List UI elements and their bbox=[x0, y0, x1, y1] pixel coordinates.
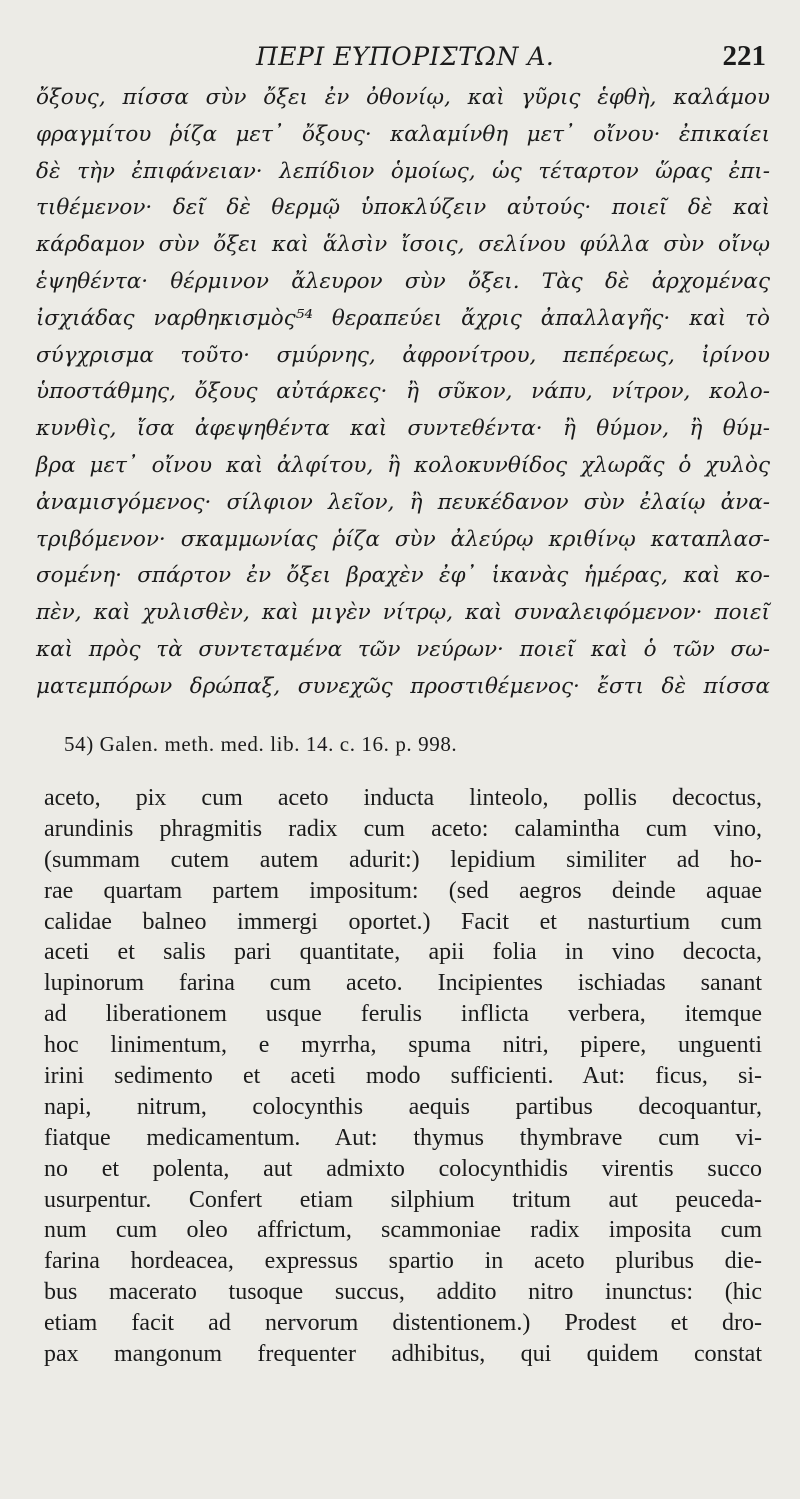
greek-line: τριβόμενον· σκαμμωνίας ῥίζα σὺν ἀλεύρῳ κριθίνῳ καταπλασ- bbox=[36, 526, 770, 552]
greek-line: τιθέμενον· δεῖ δὲ θερμῷ ὑποκλύζειν αὐτούς· ποιεῖ δὲ καὶ bbox=[36, 195, 770, 221]
greek-line: σομένη· σπάρτον ἐν ὄξει βραχὲν ἐφ᾽ ἱκανὰς ἡμέρας, καὶ κο- bbox=[36, 563, 770, 589]
latin-line: lupinorum farina cum aceto. Incipientes ischiadas sanant bbox=[44, 970, 762, 997]
greek-line: ἑψηθέντα· θέρμινον ἄλευρον σὺν ὄξει. Τὰς δὲ ἀρχομένας bbox=[36, 268, 770, 294]
latin-text-block bbox=[44, 783, 762, 1370]
greek-line: φραγμίτου ῥίζα μετ᾽ ὄξους· καλαμίνθη μετ᾽ οἴνου· ἐπικαίει bbox=[36, 121, 770, 147]
greek-line: πὲν, καὶ χυλισθὲν, καὶ μιγὲν νίτρῳ, καὶ συναλειφόμενον· ποιεῖ bbox=[36, 600, 770, 626]
latin-line: usurpentur. Confert etiam silphium tritum aut peuceda- bbox=[44, 1186, 762, 1213]
footnote: 54) Galen. meth. med. lib. 14. c. 16. p. 998. bbox=[64, 732, 458, 756]
latin-line: irini sedimento et aceti modo sufficienti. Aut: ficus, si- bbox=[44, 1063, 762, 1090]
latin-line: napi, nitrum, colocynthis aequis partibus decoquantur, bbox=[44, 1093, 762, 1120]
greek-line: ἰσχιάδας ναρθηκισμὸς⁵⁴ θεραπεύει ἄχρις ἀπαλλαγῆς· καὶ τὸ bbox=[36, 305, 770, 331]
latin-line: bus macerato tusoque succus, addito nitro inunctus: (hic bbox=[44, 1279, 762, 1306]
greek-line: καὶ πρὸς τὰ συντεταμένα τῶν νεύρων· ποιεῖ καὶ ὁ τῶν σω- bbox=[36, 636, 770, 662]
greek-line: ὑποστάθμης, ὄξους αὐτάρκες· ἢ σῦκον, νάπυ, νίτρον, κολο- bbox=[36, 379, 770, 405]
latin-line: ad liberationem usque ferulis inflicta verbera, itemque bbox=[44, 1001, 762, 1028]
latin-line: etiam facit ad nervorum distentionem.) Prodest et dro- bbox=[44, 1310, 762, 1337]
latin-line: calidae balneo immergi oportet.) Facit et nasturtium cum bbox=[44, 908, 762, 935]
latin-line: aceti et salis pari quantitate, apii folia in vino decocta, bbox=[44, 939, 762, 966]
running-title: ΠΕΡΙ ΕΥΠΟΡΙΣΤΩΝ Α. bbox=[256, 42, 555, 71]
greek-line: σύγχρισμα τοῦτο· σμύρνης, ἀφρονίτρου, πεπέρεως, ἰρίνου bbox=[36, 342, 770, 368]
latin-line: (summam cutem autem adurit:) lepidium similiter ad ho- bbox=[44, 846, 762, 873]
greek-line: ἀναμισγόμενος· σίλφιον λεῖον, ἢ πευκέδανον σὺν ἐλαίῳ ἀνα- bbox=[36, 489, 770, 515]
greek-line: ματεμπόρων δρώπαξ, συνεχῶς προστιθέμενος· ἔστι δὲ πίσσα bbox=[36, 673, 770, 699]
latin-line: arundinis phragmitis radix cum aceto: calamintha cum vino, bbox=[44, 815, 762, 842]
latin-line: no et polenta, aut admixto colocynthidis virentis succo bbox=[44, 1155, 762, 1182]
greek-line: κάρδαμον σὺν ὄξει καὶ ἅλσὶν ἴσοις, σελίνου φύλλα σὺν οἴνῳ bbox=[36, 232, 770, 258]
page-number: 221 bbox=[722, 40, 766, 72]
latin-line: fiatque medicamentum. Aut: thymus thymbrave cum vi- bbox=[44, 1124, 762, 1151]
greek-line: κυνθὶς, ἴσα ἀφεψηθέντα καὶ συντεθέντα· ἢ θύμον, ἢ θύμ- bbox=[36, 416, 770, 442]
page-header bbox=[0, 40, 800, 84]
latin-line: hoc linimentum, e myrrha, spuma nitri, pipere, unguenti bbox=[44, 1032, 762, 1059]
latin-line: num cum oleo affrictum, scammoniae radix imposita cum bbox=[44, 1217, 762, 1244]
greek-line: δὲ τὴν ἐπιφάνειαν· λεπίδιον ὁμοίως, ὡς τέταρτον ὥρας ἐπι- bbox=[36, 158, 770, 184]
latin-line: aceto, pix cum aceto inducta linteolo, pollis decoctus, bbox=[44, 785, 762, 811]
greek-text-block bbox=[36, 80, 770, 706]
latin-line: farina hordeacea, expressus spartio in aceto pluribus die- bbox=[44, 1248, 762, 1275]
greek-line: ὄξους, πίσσα σὺν ὄξει ἐν ὀθονίῳ, καὶ γῦρις ἑφθὴ, καλάμου bbox=[36, 85, 770, 110]
latin-line: rae quartam partem impositum: (sed aegros deinde aquae bbox=[44, 877, 762, 904]
greek-line: βρα μετ᾽ οἴνου καὶ ἀλφίτου, ἢ κολοκυνθίδος χλωρᾶς ὁ χυλὸς bbox=[36, 452, 770, 478]
latin-line: pax mangonum frequenter adhibitus, qui quidem constat bbox=[44, 1341, 762, 1368]
